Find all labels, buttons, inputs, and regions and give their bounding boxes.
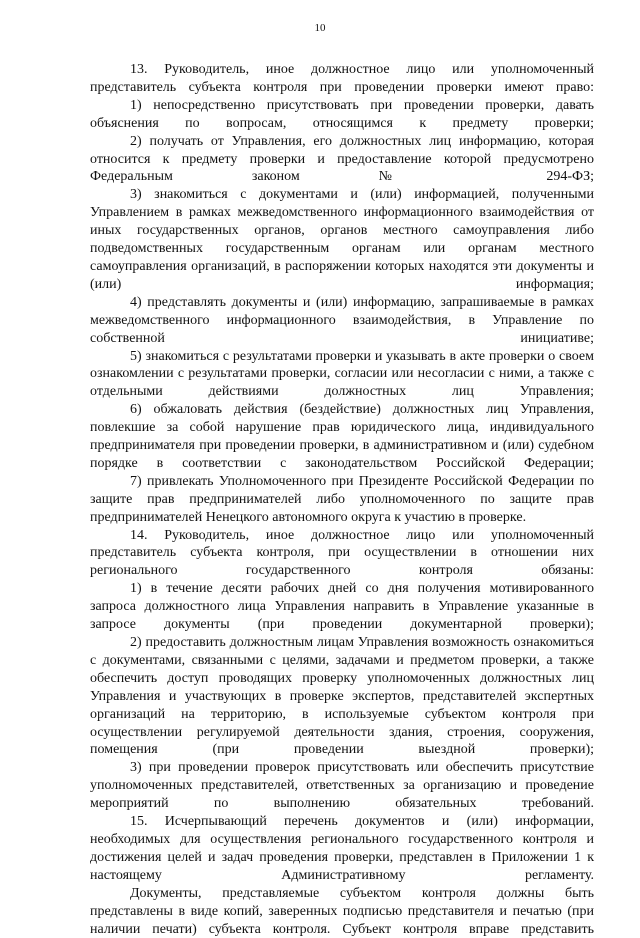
- paragraph-13-3: 3) знакомиться с документами и (или) информацией, полученными Управлением в рамках межведомственного информационного взаимодействия от иных государственных органов, органов местного самоуправления либо подведомственных государственным органам или органам местного самоуправления организаций, в распоряжении которых находятся эти документы и (или) информация;: [90, 187, 594, 292]
- paragraph-13-7: 7) привлекать Уполномоченного при Президенте Российской Федерации по защите прав предпринимателей либо уполномоченного по защите прав предпринимателей Ненецкого автономного округа к участию в проверке.: [90, 473, 594, 525]
- paragraph-13-1: 1) непосредственно присутствовать при проведении проверки, давать объяснения по вопросам, относящимся к предмету проверки;: [90, 97, 594, 131]
- paragraph-13-6: 6) обжаловать действия (бездействие) должностных лиц Управления, повлекшие за собой нарушение прав юридического лица, индивидуального предпринимателя при проведении проверки, в административном и (или) судебном порядке в соответствии с законодательством Российской Федерации;: [90, 402, 594, 471]
- paragraph-14-1: 1) в течение десяти рабочих дней со дня получения мотивированного запроса должностного лица Управления направить в Управление указанные в запросе документы (при проведении документарной проверки);: [90, 581, 594, 633]
- page-number: 10: [314, 22, 326, 34]
- paragraph-14-2: 2) предоставить должностным лицам Управления возможность ознакомиться с документами, связанными с целями, задачами и предметом проверки, а также обеспечить доступ проводящих проверку уполномоченных должностных лиц Управления и участвующих в проверке экспертов, представителей экспертных организаций на территорию, в используемые субъектом контроля при осуществлении регулируемой деятельности здания, строения, сооружения, помещения (при проведении выездной проверки);: [90, 635, 594, 758]
- paragraph-13: 13. Руководитель, иное должностное лицо или уполномоченный представитель субъекта контроля при проведении проверки имеют право:: [90, 62, 594, 95]
- paragraph-13-2: 2) получать от Управления, его должностных лиц информацию, которая относится к предмету проверки и предоставление которой предусмотрено Федеральным законом № 294-ФЗ;: [90, 133, 594, 185]
- paragraph-13-4: 4) представлять документы и (или) информацию, запрашиваемые в рамках межведомственного информационного взаимодействия, в Управление по собственной инициативе;: [90, 294, 594, 346]
- paragraph-13-5: 5) знакомиться с результатами проверки и указывать в акте проверки о своем ознакомлении с результатами проверки, согласии или несогласии с ними, а также с отдельными действиями должностных лиц Управления;: [90, 348, 594, 400]
- document-body: [90, 61, 594, 938]
- paragraph-14-3: 3) при проведении проверок присутствовать или обеспечить присутствие уполномоченных представителей, ответственных за организацию и проведение мероприятий по выполнению обязательных требований.: [90, 760, 594, 812]
- paragraph-documents: Документы, представляемые субъектом контроля должны быть представлены в виде копий, заверенных подписью представителя и печатью (при наличии печати) субъекта контроля. Субъект контроля вправе представить: [90, 885, 594, 937]
- paragraph-14: 14. Руководитель, иное должностное лицо или уполномоченный представитель субъекта контроля, при осуществлении в отношении них регионального государственного контроля обязаны:: [90, 527, 594, 579]
- paragraph-15: 15. Исчерпывающий перечень документов и (или) информации, необходимых для осуществления регионального государственного контроля и достижения целей и задач проведения проверки, представлен в Приложении 1 к настоящему Административному регламенту.: [90, 814, 594, 883]
